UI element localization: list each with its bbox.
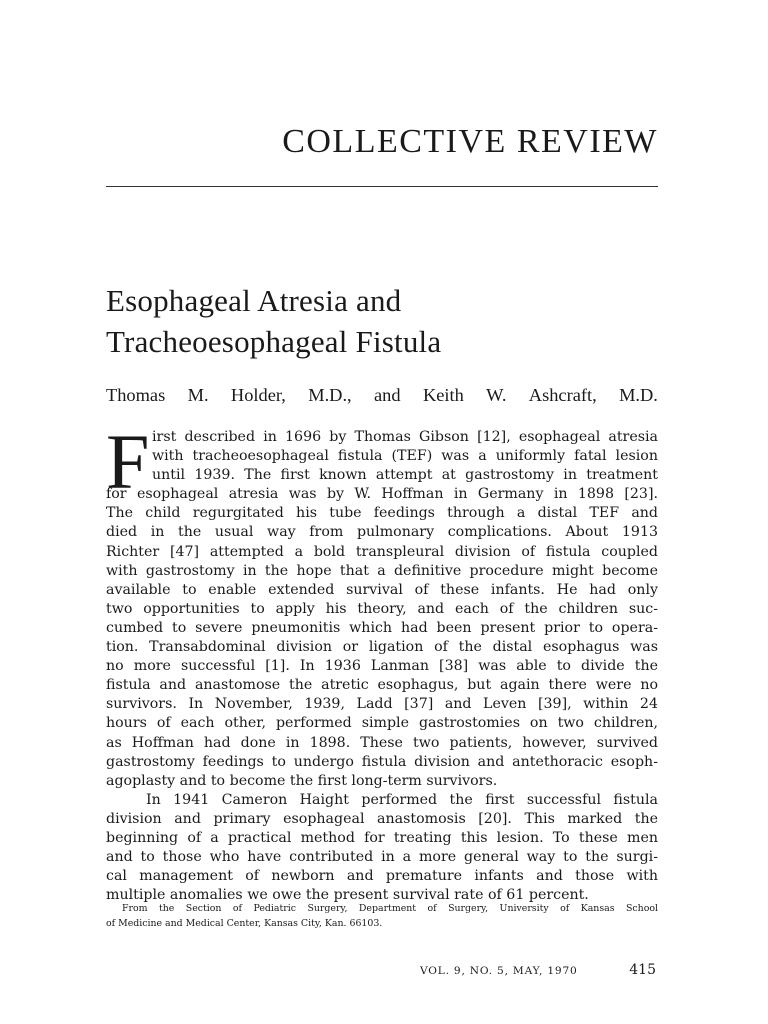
- page-footer: [420, 962, 656, 978]
- article-body: [106, 428, 658, 905]
- journal-reference: VOL. 9, NO. 5, MAY, 1970: [420, 965, 578, 977]
- author-word: Keith: [422, 385, 464, 405]
- body-line: The child regurgitated his tube feedings through a distal TEF and: [106, 505, 658, 522]
- body-line: no more successful [1]. In 1936 Lanman [38] was able to divide the: [106, 658, 658, 675]
- section-header: COLLECTIVE REVIEW: [282, 123, 658, 160]
- drop-cap: F: [106, 430, 150, 492]
- body-line: division and primary esophageal anastomosis [20]. This marked the: [106, 810, 658, 827]
- body-line: survivors. In November, 1939, Ladd [37] and Leven [39], within 24: [106, 696, 658, 713]
- body-line: beginning of a practical method for treating this lesion. To these men: [106, 829, 658, 846]
- author-word: Thomas: [106, 385, 166, 405]
- title-line: Tracheoesophageal Fistula: [106, 324, 442, 359]
- body-line: multiple anomalies we owe the present survival rate of 61 percent.: [106, 887, 589, 904]
- body-line: with gastrostomy in the hope that a definitive procedure might become: [106, 562, 658, 579]
- title-line: Esophageal Atresia and: [106, 283, 402, 318]
- page-number: 415: [629, 962, 656, 978]
- body-line: until 1939. The first known attempt at gastrostomy in treatment: [152, 467, 658, 484]
- author-word: M.D.: [619, 385, 658, 405]
- footnote-line: of Medicine and Medical Center, Kansas City, Kan. 66103.: [106, 918, 383, 929]
- body-line: hours of each other, performed simple gastrostomies on two children,: [106, 715, 658, 732]
- body-line: and to those who have contributed in a more general way to the surgi-: [106, 849, 658, 866]
- body-line: as Hoffman had done in 1898. These two patients, however, survived: [106, 734, 658, 751]
- author-word: M.: [187, 385, 209, 405]
- body-line: cal management of newborn and premature infants and those with: [106, 868, 658, 885]
- body-line: gastrostomy feedings to undergo fistula division and antethoracic esoph-: [106, 753, 658, 770]
- author-word: M.D.,: [308, 385, 352, 405]
- affiliation-footnote: [106, 901, 658, 931]
- body-line: irst described in 1696 by Thomas Gibson [12], esophageal atresia: [152, 429, 658, 445]
- author-word: W.: [486, 385, 507, 405]
- body-line: for esophageal atresia was by W. Hoffman in Germany in 1898 [23].: [106, 486, 658, 503]
- header-rule: [106, 186, 658, 187]
- body-line: tion. Transabdominal division or ligation of the distal esophagus was: [106, 639, 658, 656]
- body-line: fistula and anastomose the atretic esophagus, but again there were no: [106, 677, 658, 694]
- body-line: with tracheoesophageal fistula (TEF) was a uniformly fatal lesion: [152, 448, 658, 465]
- body-line: cumbed to severe pneumonitis which had been present prior to opera-: [106, 619, 658, 636]
- article-title: [106, 280, 666, 362]
- author-word: Holder,: [230, 385, 286, 405]
- body-line: agoplasty and to become the first long-term survivors.: [106, 772, 498, 789]
- body-line: two opportunities to apply his theory, and each of the children suc-: [106, 600, 658, 617]
- footnote-line: From the Section of Pediatric Surgery, Department of Surgery, University of Kansas School: [122, 903, 658, 914]
- body-line: Richter [47] attempted a bold transpleural division of fistula coupled: [106, 543, 658, 560]
- author-word: and: [374, 385, 401, 405]
- author-word: Ashcraft,: [528, 385, 597, 405]
- body-line: died in the usual way from pulmonary complications. About 1913: [106, 524, 658, 541]
- body-line: In 1941 Cameron Haight performed the first successful fistula: [146, 791, 658, 808]
- authors-line: [106, 382, 658, 408]
- body-line: available to enable extended survival of these infants. He had only: [106, 581, 658, 598]
